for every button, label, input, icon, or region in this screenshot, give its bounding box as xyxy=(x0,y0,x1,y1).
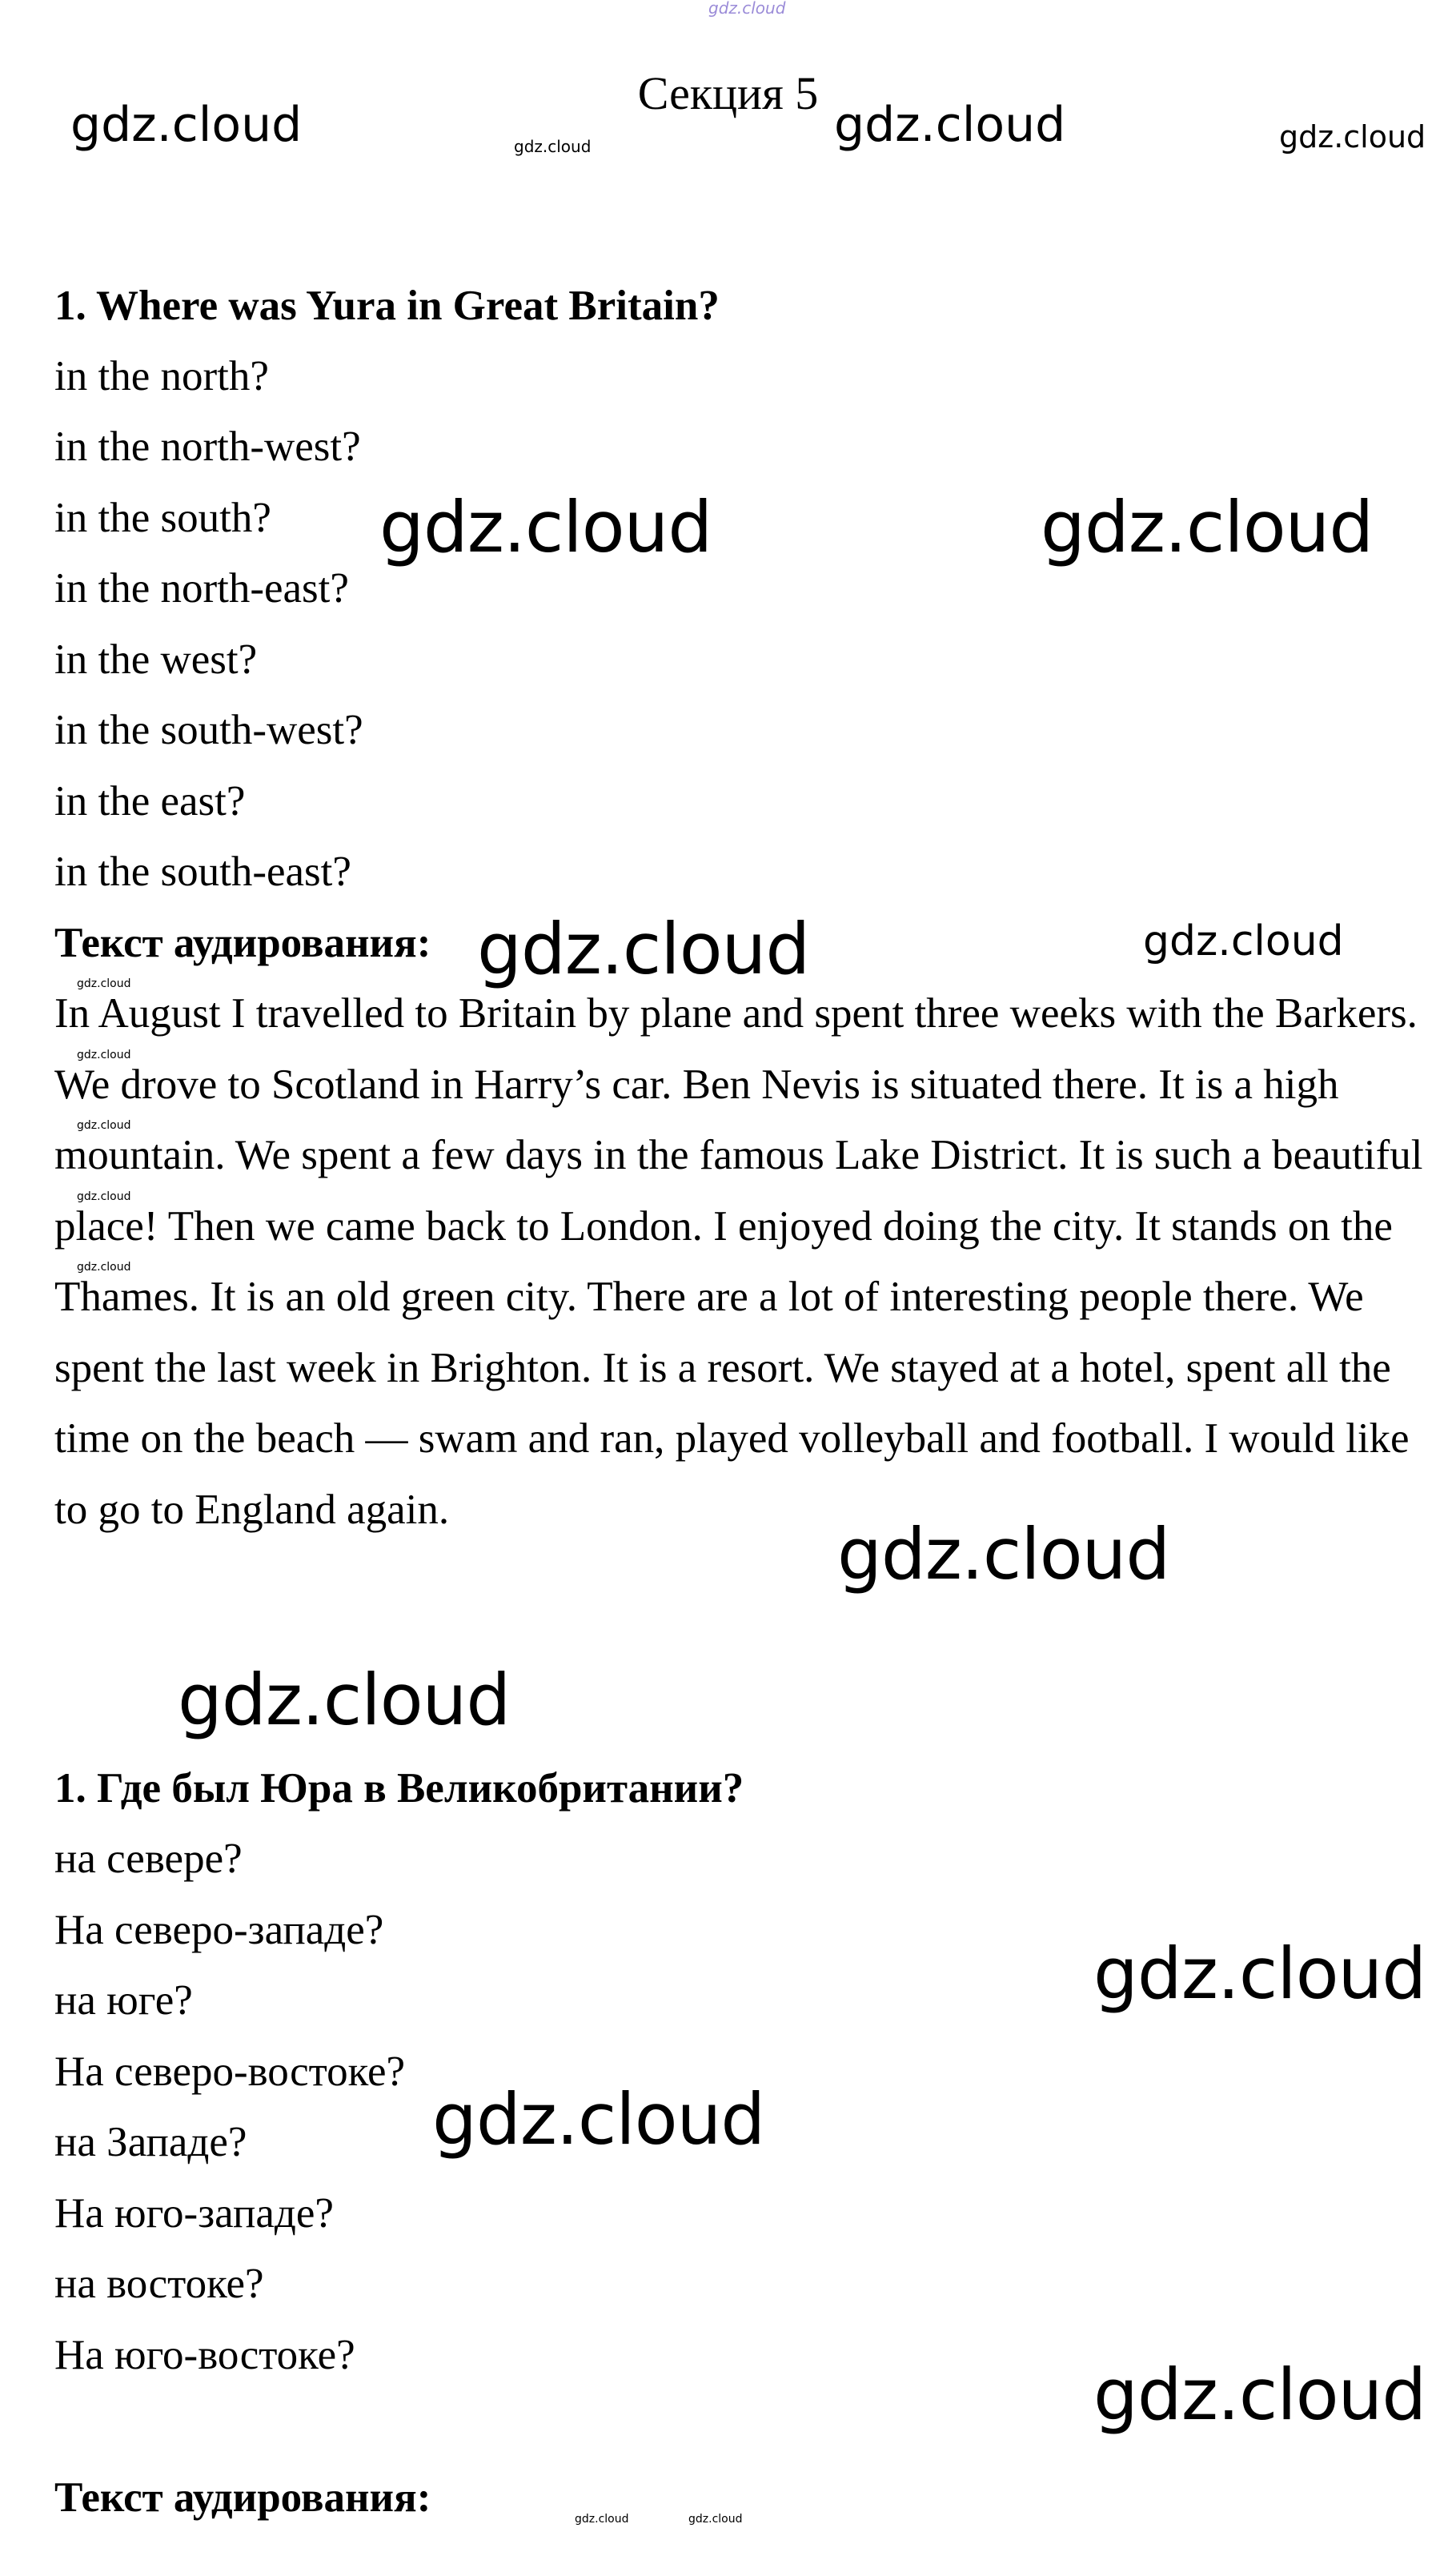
option-ru-1: на севере? xyxy=(54,1836,243,1882)
watermark: gdz.cloud xyxy=(178,1659,511,1741)
watermark: gdz.cloud xyxy=(77,1119,131,1132)
section-title: Секция 5 xyxy=(637,67,819,119)
option-ru-3: на юге? xyxy=(54,1977,193,2024)
watermark: gdz.cloud xyxy=(477,908,810,990)
watermark: gdz.cloud xyxy=(379,486,712,568)
watermark: gdz.cloud xyxy=(1041,486,1374,568)
question-ru: 1. Где был Юра в Великобритании? xyxy=(54,1765,744,1812)
option-ru-4: На северо-востоке? xyxy=(54,2048,406,2095)
watermark: gdz.cloud xyxy=(837,1513,1170,1595)
watermark: gdz.cloud xyxy=(70,97,303,153)
watermark: gdz.cloud xyxy=(688,2513,743,2526)
option-en-4: in the north-east? xyxy=(54,565,349,612)
option-en-7: in the east? xyxy=(54,778,246,825)
watermark: gdz.cloud xyxy=(575,2513,629,2526)
option-en-3: in the south? xyxy=(54,495,271,541)
option-en-5: in the west? xyxy=(54,636,258,683)
option-en-1: in the north? xyxy=(54,353,269,399)
watermark: gdz.cloud xyxy=(1143,917,1344,965)
option-en-2: in the north-west? xyxy=(54,423,361,470)
listening-heading-ru: Текст аудирования: xyxy=(54,2474,431,2521)
option-ru-2: На северо-западе? xyxy=(54,1907,384,1953)
option-ru-5: на Западе? xyxy=(54,2119,247,2165)
option-ru-7: на востоке? xyxy=(54,2261,264,2307)
question-en: 1. Where was Yura in Great Britain? xyxy=(54,283,720,329)
listening-text: In August I travelled to Britain by plane and spent three weeks with the Barkers. We drove to Scotland in Harry’s car. Ben Nevis is situated there. It is a high mountain. We spent a few days in the famous Lake District. It is such a beautiful place! Then we came back to London. I enjoyed doing the city. It stands on the Thames. It is an old green city. There are a lot of interesting people there. We spent the last week in Brighton. It is a resort. We stayed at a hotel, spent all the time on the beach — swam and ran, played volleyball and football. I would like to go to England again. xyxy=(54,990,1423,1533)
watermark: gdz.cloud xyxy=(77,1261,131,1274)
watermark: gdz.cloud xyxy=(834,97,1066,153)
watermark: gdz.cloud xyxy=(77,1049,131,1061)
watermark: gdz.cloud xyxy=(1093,2353,1426,2436)
option-en-8: in the south-east? xyxy=(54,849,351,895)
option-ru-8: На юго-востоке? xyxy=(54,2332,355,2378)
option-en-6: in the south-west? xyxy=(54,707,363,753)
watermark: gdz.cloud xyxy=(1279,119,1426,154)
watermark: gdz.cloud xyxy=(77,977,131,990)
watermark: gdz.cloud xyxy=(1093,1932,1426,2015)
option-ru-6: На юго-западе? xyxy=(54,2190,334,2237)
listening-heading-en: Текст аудирования: xyxy=(54,920,431,966)
watermark: gdz.cloud xyxy=(514,137,592,156)
watermark: gdz.cloud xyxy=(708,0,786,18)
watermark: gdz.cloud xyxy=(77,1190,131,1203)
watermark: gdz.cloud xyxy=(432,2078,765,2161)
